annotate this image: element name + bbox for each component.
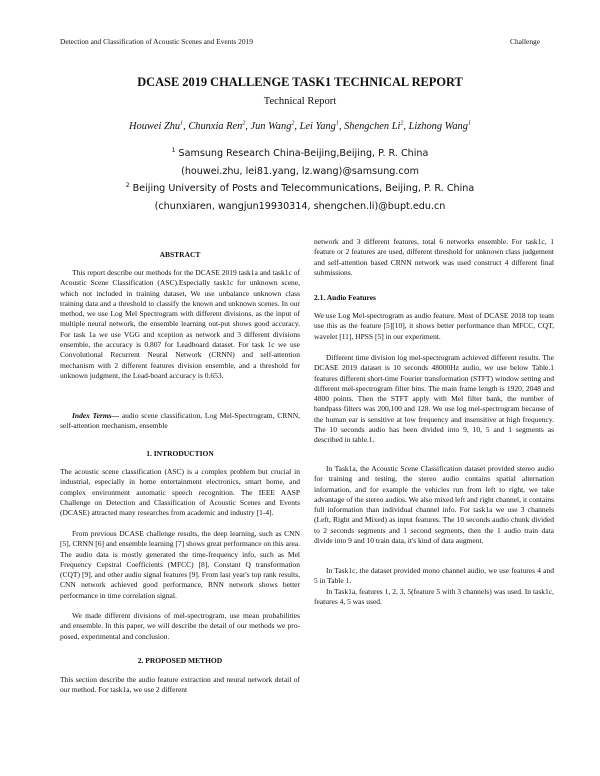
running-header-left: Detection and Classification of Acoustic Scenes and Events 2019 xyxy=(60,37,253,46)
author-affil-mark: 2 xyxy=(291,120,295,127)
intro-heading: 1. INTRODUCTION xyxy=(146,449,214,458)
author-affil-mark: 1 xyxy=(335,120,339,127)
affil-2-name: Beijing University of Posts and Telecommunications, Beijing, P. R. China xyxy=(132,183,475,194)
affiliation-2 xyxy=(0,180,600,215)
affil-mark: 2 xyxy=(125,181,130,189)
index-terms-label: Index Terms— xyxy=(72,411,120,420)
author-name: Lei Yang xyxy=(299,121,336,132)
index-terms xyxy=(60,411,300,432)
author-name: Lizhong Wang xyxy=(408,121,468,132)
author-affil-mark: 2 xyxy=(400,120,404,127)
affil-1-email: (houwei.zhu, lei81.yang, lz.wang)@samsung.com xyxy=(181,165,419,177)
author-affil-mark: 1 xyxy=(180,120,184,127)
author-affil-mark: 1 xyxy=(467,120,471,127)
audio-features-heading: 2.1. Audio Features xyxy=(314,293,376,302)
method-paragraph-continued: network and 3 different features, total 6 networks ensemble. For task1c, 1 feature or 2 features are used, different threshold for unknown class judgement and self-attention based CRNN network was used construct 4 different final submissions. xyxy=(314,237,554,277)
paper-title: DCASE 2019 CHALLENGE TASK1 TECHNICAL REPORT xyxy=(137,75,463,89)
running-header-right: Challenge xyxy=(510,37,540,46)
intro-paragraph-1: The acoustic scene classification (ASC) is a complex problem but crucial in industrial, especially in home entertainment electronics, smart home, and complex environment automatic speech recognition. The IEEE AASP Challenge on Detection and Classification of Acoustic Scenes and Events (DCASE) attracted many researches from academic and industry [1-4]. xyxy=(60,467,300,518)
affiliation-1 xyxy=(0,145,600,180)
affil-mark: 1 xyxy=(171,146,176,154)
method-heading: 2. PROPOSED METHOD xyxy=(137,656,223,665)
paper-subtitle: Technical Report xyxy=(263,96,337,107)
audio-features-paragraph-4: In Task1c, the dataset provided mono channel audio, we use features 4 and 5 in Table 1. xyxy=(314,566,554,586)
audio-features-paragraph-5: In Task1a, features 1, 2, 3, 5(feature 5 with 3 channels) was used. In task1c, features 4, 5 was used. xyxy=(314,587,554,607)
audio-features-paragraph-1: We use Log Mel-spectrogram as audio feature. Most of DCASE 2018 top team use this as the feature [5][10], it shows better performance than MFCC, CQT, wavelet [11], HPSS [5] in our experiment. xyxy=(314,311,554,341)
method-paragraph-1: This section describe the audio feature extraction and neural network detail of our method. For task1a, we use 2 different xyxy=(60,675,300,695)
author-name: Jun Wang xyxy=(250,121,292,132)
author-name: Houwei Zhu xyxy=(129,121,181,132)
author-name: Chunxia Ren xyxy=(188,121,243,132)
audio-features-paragraph-2: Different time division log mel-spectrogram achieved different results. The DCASE 2019 dataset is 10 seconds 48000Hz audio, we use below Table.1 features different short-time Fourier transformation (STFT) window setting and different mel-spectrogram filter bins. The main frame length is 1920, 2048 and 4800 points. Then the STFT apply with Mel filter bank, the number of bandpass filters was 200,100 and 128. We use log mel-spectrogram because of the human ear is sensitive at low frequency and insensitive at high frequency. The 10 seconds audio has been divided into 9, 10, 5 and 1 segments as described in table.1. xyxy=(314,353,554,445)
author-affil-mark: 2 xyxy=(242,120,246,127)
abstract-body: This report describe our methods for the DCASE 2019 task1a and task1c of Acoustic Scene Classification (ASC).Especially task1c for unknown scene, which not included in training dataset, We use unbalance unknown class training data and a threshold to classify the known and unknown scenes. In our method, we use Log Mel Spectrogram with different divisions, as the input of multiple neural network, the ensemble learning out-put shows good accuracy. For task 1a we use VGG and xception as network and 3 different divisions ensemble, the accuracy is 0.807 for Leadboard dataset. For task 1c we use Convolutional Recurrent Neural Network (CRNN) and self-attention mechanism with 2 different features division ensemble, and a threshold for unknown judgment, the Lead-board accuracy is 0.653. xyxy=(60,268,300,380)
abstract-heading: ABSTRACT xyxy=(159,250,201,259)
affil-2-email: (chunxiaren, wangjun19930314, shengchen.li)@bupt.edu.cn xyxy=(154,200,446,212)
intro-paragraph-2: From previous DCASE challenge results, the deep learning, such as CNN [5], CRNN [6] and ensemble learning [7] shows great performance on this area. The audio data is mostly generated the time-frequency info, such as Mel Frequency Cepstral Coefficients (MFCC) [8], Constant Q transformation (CQT) [9], and other audio signal features [9]. From last year's top rank results, CNN network achieved good performance, RNN network shows better performance in time correlation signal. xyxy=(60,529,300,600)
author-list: Houwei Zhu$^1$, Chunxia Ren$^2$, Jun Wang$^2$, Lei Yang$^1$, Shengchen Li$^2$, Lizhong Wang$^1$ xyxy=(129,120,471,132)
affil-1-name: Samsung Research China-Beijing,Beijing, P. R. China xyxy=(178,148,429,159)
audio-features-paragraph-3: In Task1a, the Acoustic Scene Classification dataset provided stereo audio for training and testing, the stereo audio contains spatial alternation information, and for example the vehicles run from left to right, we take advantage of the stereo audios. We also mixed left and right channel, it contains full information than individual channel info. For task1a we use 3 channels (Left, Right and Mixed) as input features. The 10 seconds audio chunk divided to 2 seconds segments and 1 second segments, then the 1 audio train data divide into 9 and 10 train data, it's kind of data augment. xyxy=(314,464,554,546)
index-terms-text: audio scene classification, Log Mel-Spectrogram, CRNN, self-attention mechanism, ensemble xyxy=(60,411,300,431)
author-name: Shengchen Li xyxy=(344,121,401,132)
intro-paragraph-3: We made different divisions of mel-spectrogram, use mean probabilities and ensemble. In this paper, we will describe the detail of our methods we pro-posed, experimental and conclusion. xyxy=(60,611,300,641)
